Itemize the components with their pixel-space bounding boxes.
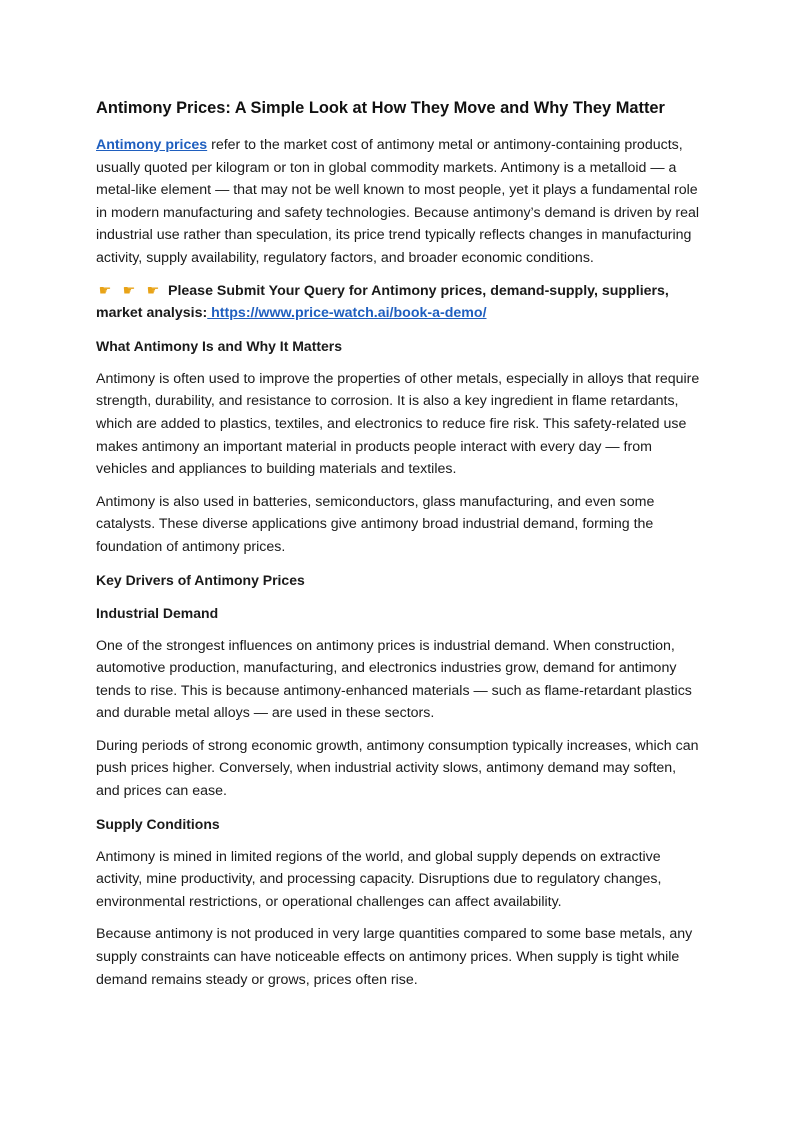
cta-text: Please Submit Your Query for Antimony prices, demand-supply, suppliers, market analysis: [96,282,669,322]
section-heading-industrial-demand: Industrial Demand [96,604,219,621]
intro-text: refer to the market cost of antimony metal or antimony-containing products, usually quoted per kilogram or ton in global commodity markets. Antimony is a metalloid — a metal-like element — that may not be well known to most people, yet it plays a fundamental role in modern manufacturing and safety technologies. Because antimony’s demand is driven by real industrial use rather than speculation, its price trend typically reflects changes in manufacturing activity, supply availability, regulatory factors, and broader economic conditions. [96,137,700,266]
intro-paragraph [96,134,700,270]
paragraph: During periods of strong economic growth, antimony consumption typically increases, which can push prices higher. Conversely, when industrial activity slows, antimony demand may soften, and prices can ease. [96,737,699,800]
section-heading-supply-conditions: Supply Conditions [96,815,220,832]
book-demo-link[interactable]: https://www.price-watch.ai/book-a-demo/ [207,305,487,322]
pointing-hand-icon: ☛ [122,282,136,299]
paragraph: Antimony is often used to improve the properties of other metals, especially in alloys that require strength, durability, and resistance to corrosion. It is also a key ingredient in flame retardants, which are added to plastics, textiles, and electronics to reduce fire risk. This safety-related use makes antimony an important material in products people interact with every day — from vehicles and appliances to building materials and textiles. [96,370,700,478]
antimony-prices-link[interactable]: Antimony prices [96,137,208,153]
document-title: Antimony Prices: A Simple Look at How They Move and Why They Matter [96,99,665,117]
pointing-hand-icon: ☛ [98,282,112,299]
section-heading-what-antimony-is: What Antimony Is and Why It Matters [96,337,343,354]
paragraph: Because antimony is not produced in very large quantities compared to some base metals, any supply constraints can have noticeable effects on antimony prices. When supply is tight while demand remains steady or grows, prices often rise. [96,926,693,988]
paragraph: Antimony is mined in limited regions of the world, and global supply depends on extractive activity, mine productivity, and processing capacity. Disruptions due to regulatory changes, environmental restrictions, or operational challenges can affect availability. [96,848,662,910]
pointing-hand-icon: ☛ [146,282,160,299]
section-heading-key-drivers: Key Drivers of Antimony Prices [96,571,305,588]
paragraph: One of the strongest influences on antimony prices is industrial demand. When construction, automotive production, manufacturing, and electronics industries grow, demand for antimony tends to rise. This is because antimony-enhanced materials — such as flame-retardant plastics and durable metal alloys — are used in these sectors. [96,637,692,722]
cta-block [96,280,700,325]
paragraph: Antimony is also used in batteries, semiconductors, glass manufacturing, and even some catalysts. These diverse applications give antimony broad industrial demand, forming the foundation of antimony prices. [96,493,655,555]
document-page [96,96,700,1001]
